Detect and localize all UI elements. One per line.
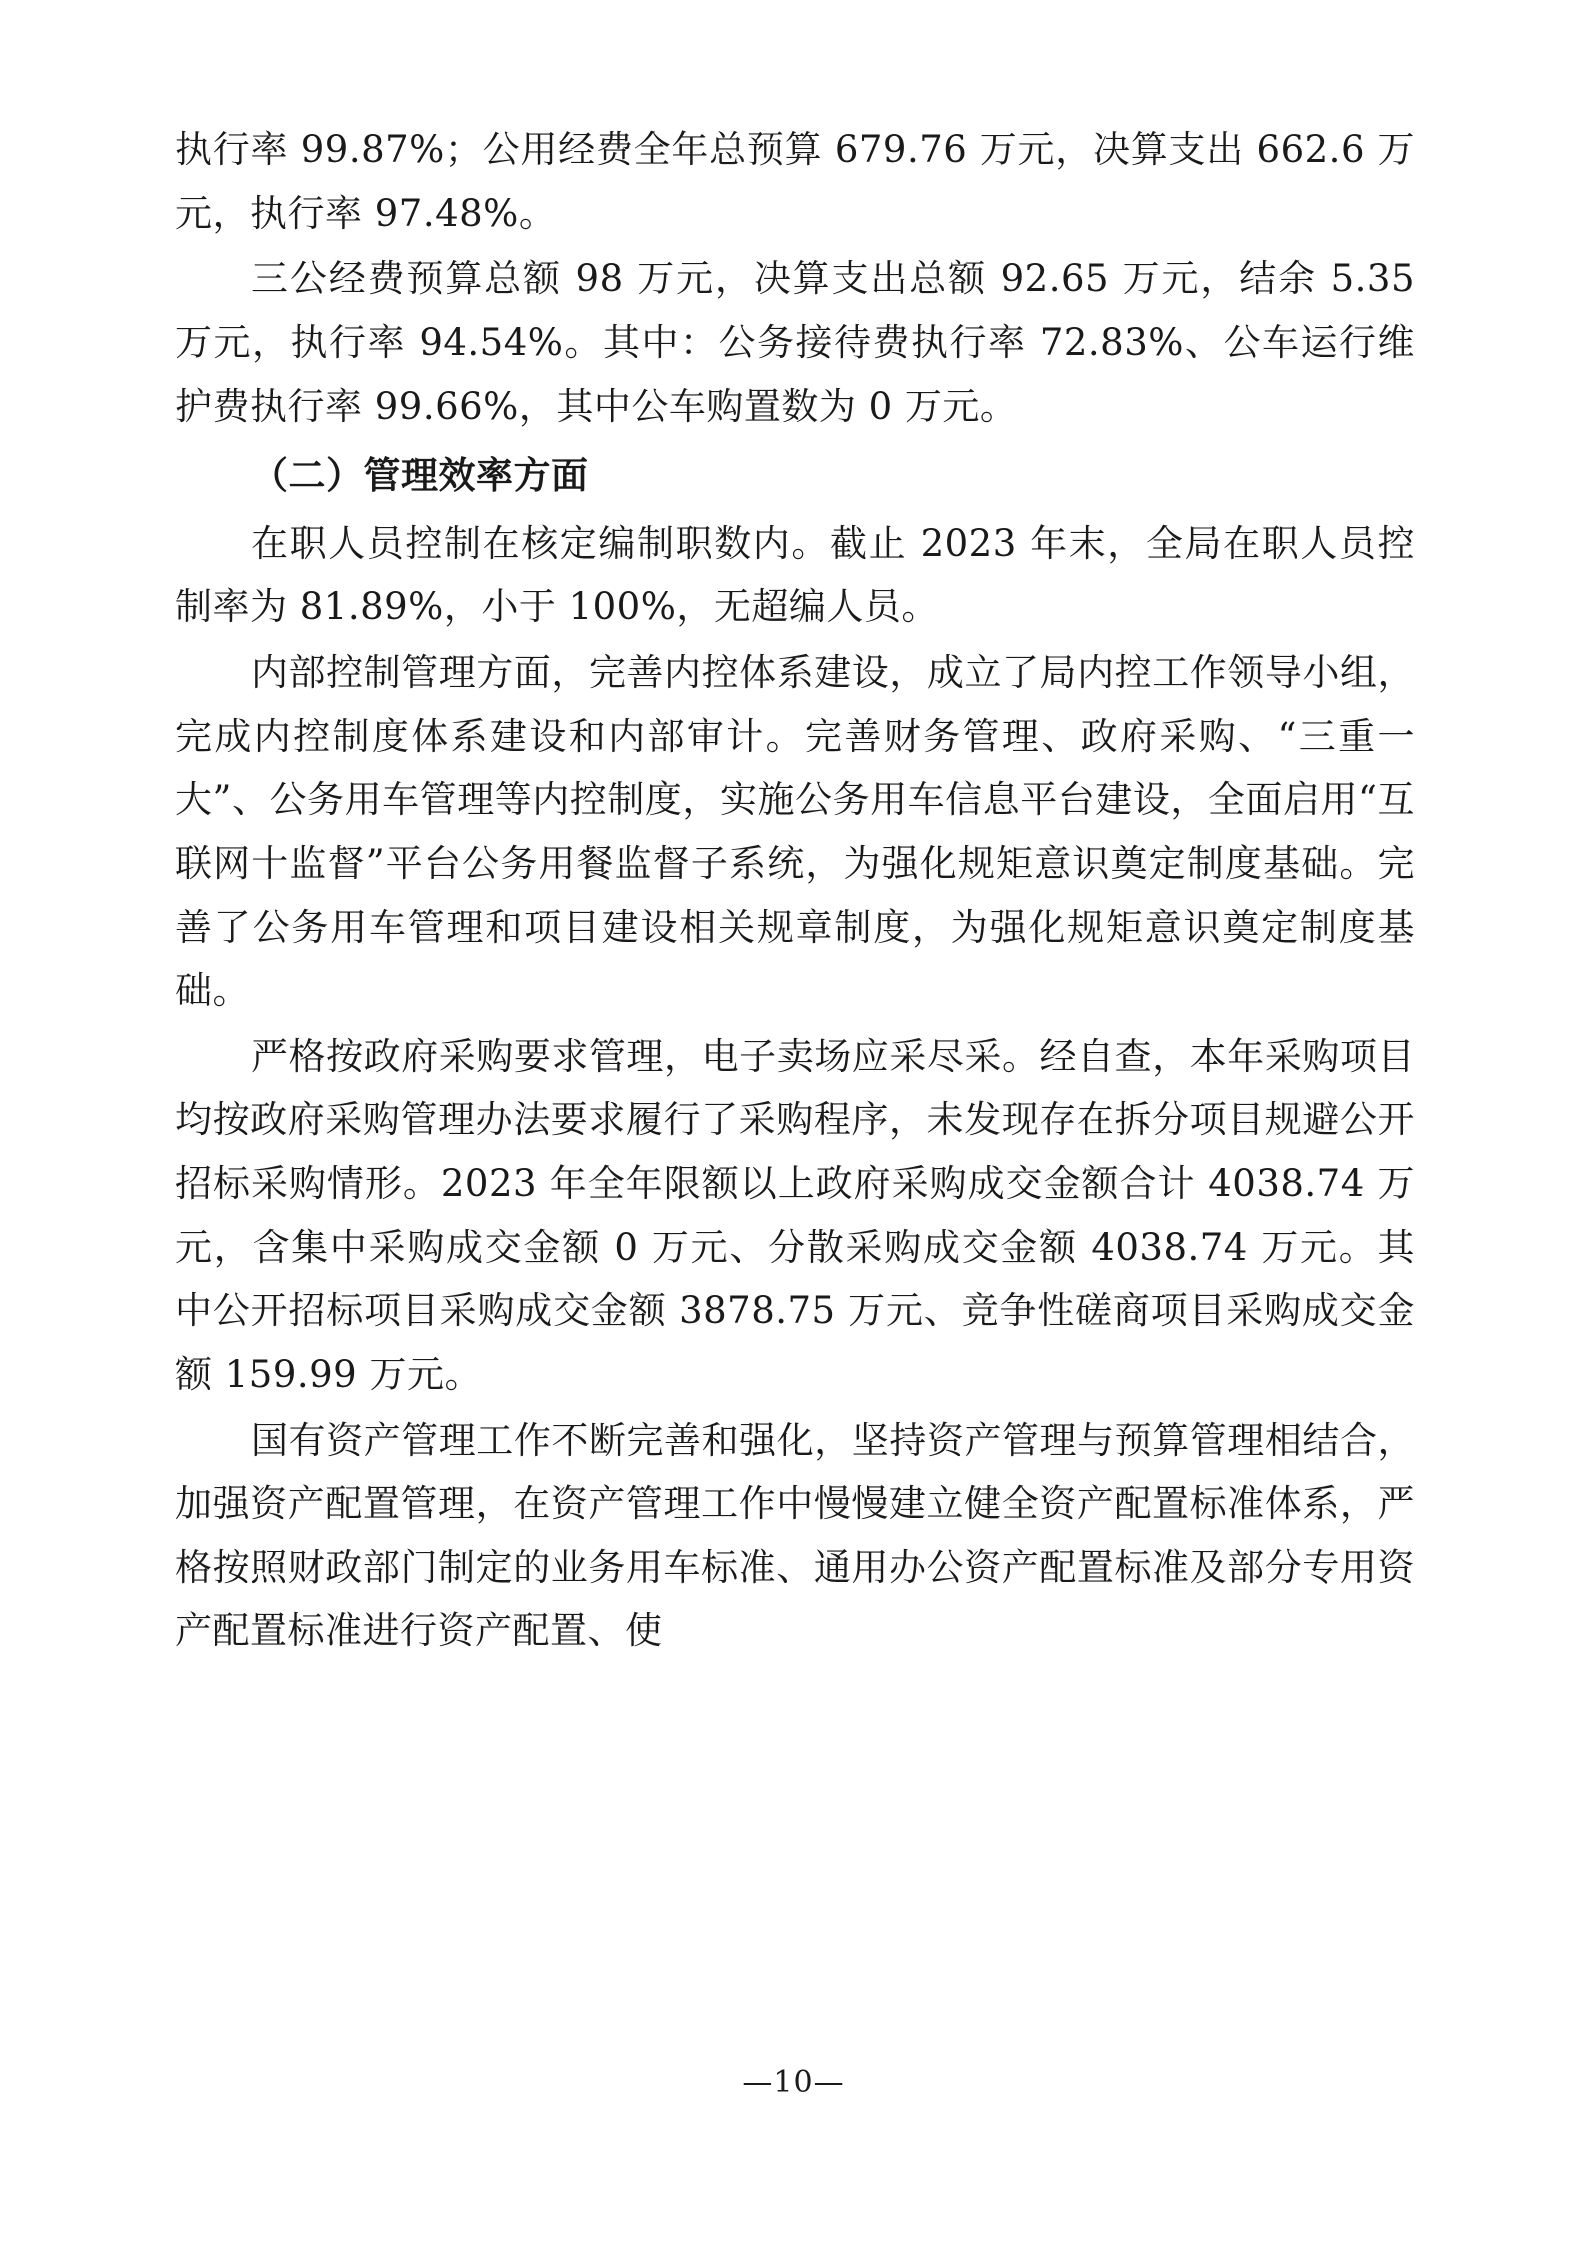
- paragraph-staff-control: 在职人员控制在核定编制职数内。截止 2023 年末，全局在职人员控制率为 81.89%，小于 100%，无超编人员。: [175, 521, 1415, 629]
- paragraph-internal-control: 内部控制管理方面，完善内控体系建设，成立了局内控工作领导小组，完成内控制度体系建设和内部审计。完善财务管理、政府采购、“三重一大”、公务用车管理等内控制度，实施公务用车信息平台建设，全面启用“互联网十监督”平台公务用餐监督子系统，为强化规矩意识奠定制度基础。完善了公务用车管理和项目建设相关规章制度，为强化规矩意识奠定制度基础。: [175, 651, 1415, 1013]
- paragraph-execution-rate: 执行率 99.87%；公用经费全年总预算 679.76 万元，决算支出 662.6 万元，执行率 97.48%。: [175, 128, 1415, 235]
- paragraph-three-public-funds: 三公经费预算总额 98 万元，决算支出总额 92.65 万元，结余 5.35 万元，执行率 94.54%。其中：公务接待费执行率 72.83%、公车运行维护费执行率 99.66%，其中公车购置数为 0 万元。: [175, 257, 1415, 428]
- page-number: —10—: [742, 2065, 845, 2100]
- section-heading-management-efficiency: （二）管理效率方面: [251, 453, 589, 498]
- paragraph-state-assets: 国有资产管理工作不断完善和强化，坚持资产管理与预算管理相结合，加强资产配置管理，在资产管理工作中慢慢建立健全资产配置标准体系，严格按照财政部门制定的业务用车标准、通用办公资产配置标准及部分专用资产配置标准进行资产配置、使: [175, 1418, 1415, 1653]
- page-body: [175, 118, 1415, 1665]
- paragraph-government-procurement: 严格按政府采购要求管理，电子卖场应采尽采。经自查，本年采购项目均按政府采购管理办法要求履行了采购程序，未发现存在拆分项目规避公开招标采购情形。2023 年全年限额以上政府采购成交金额合计 4038.74 万元，含集中采购成交金额 0 万元、分散采购成交金额 4038.74 万元。其中公开招标项目采购成交金额 3878.75 万元、竞争性磋商项目采购成交金额 159.99 万元。: [175, 1034, 1415, 1396]
